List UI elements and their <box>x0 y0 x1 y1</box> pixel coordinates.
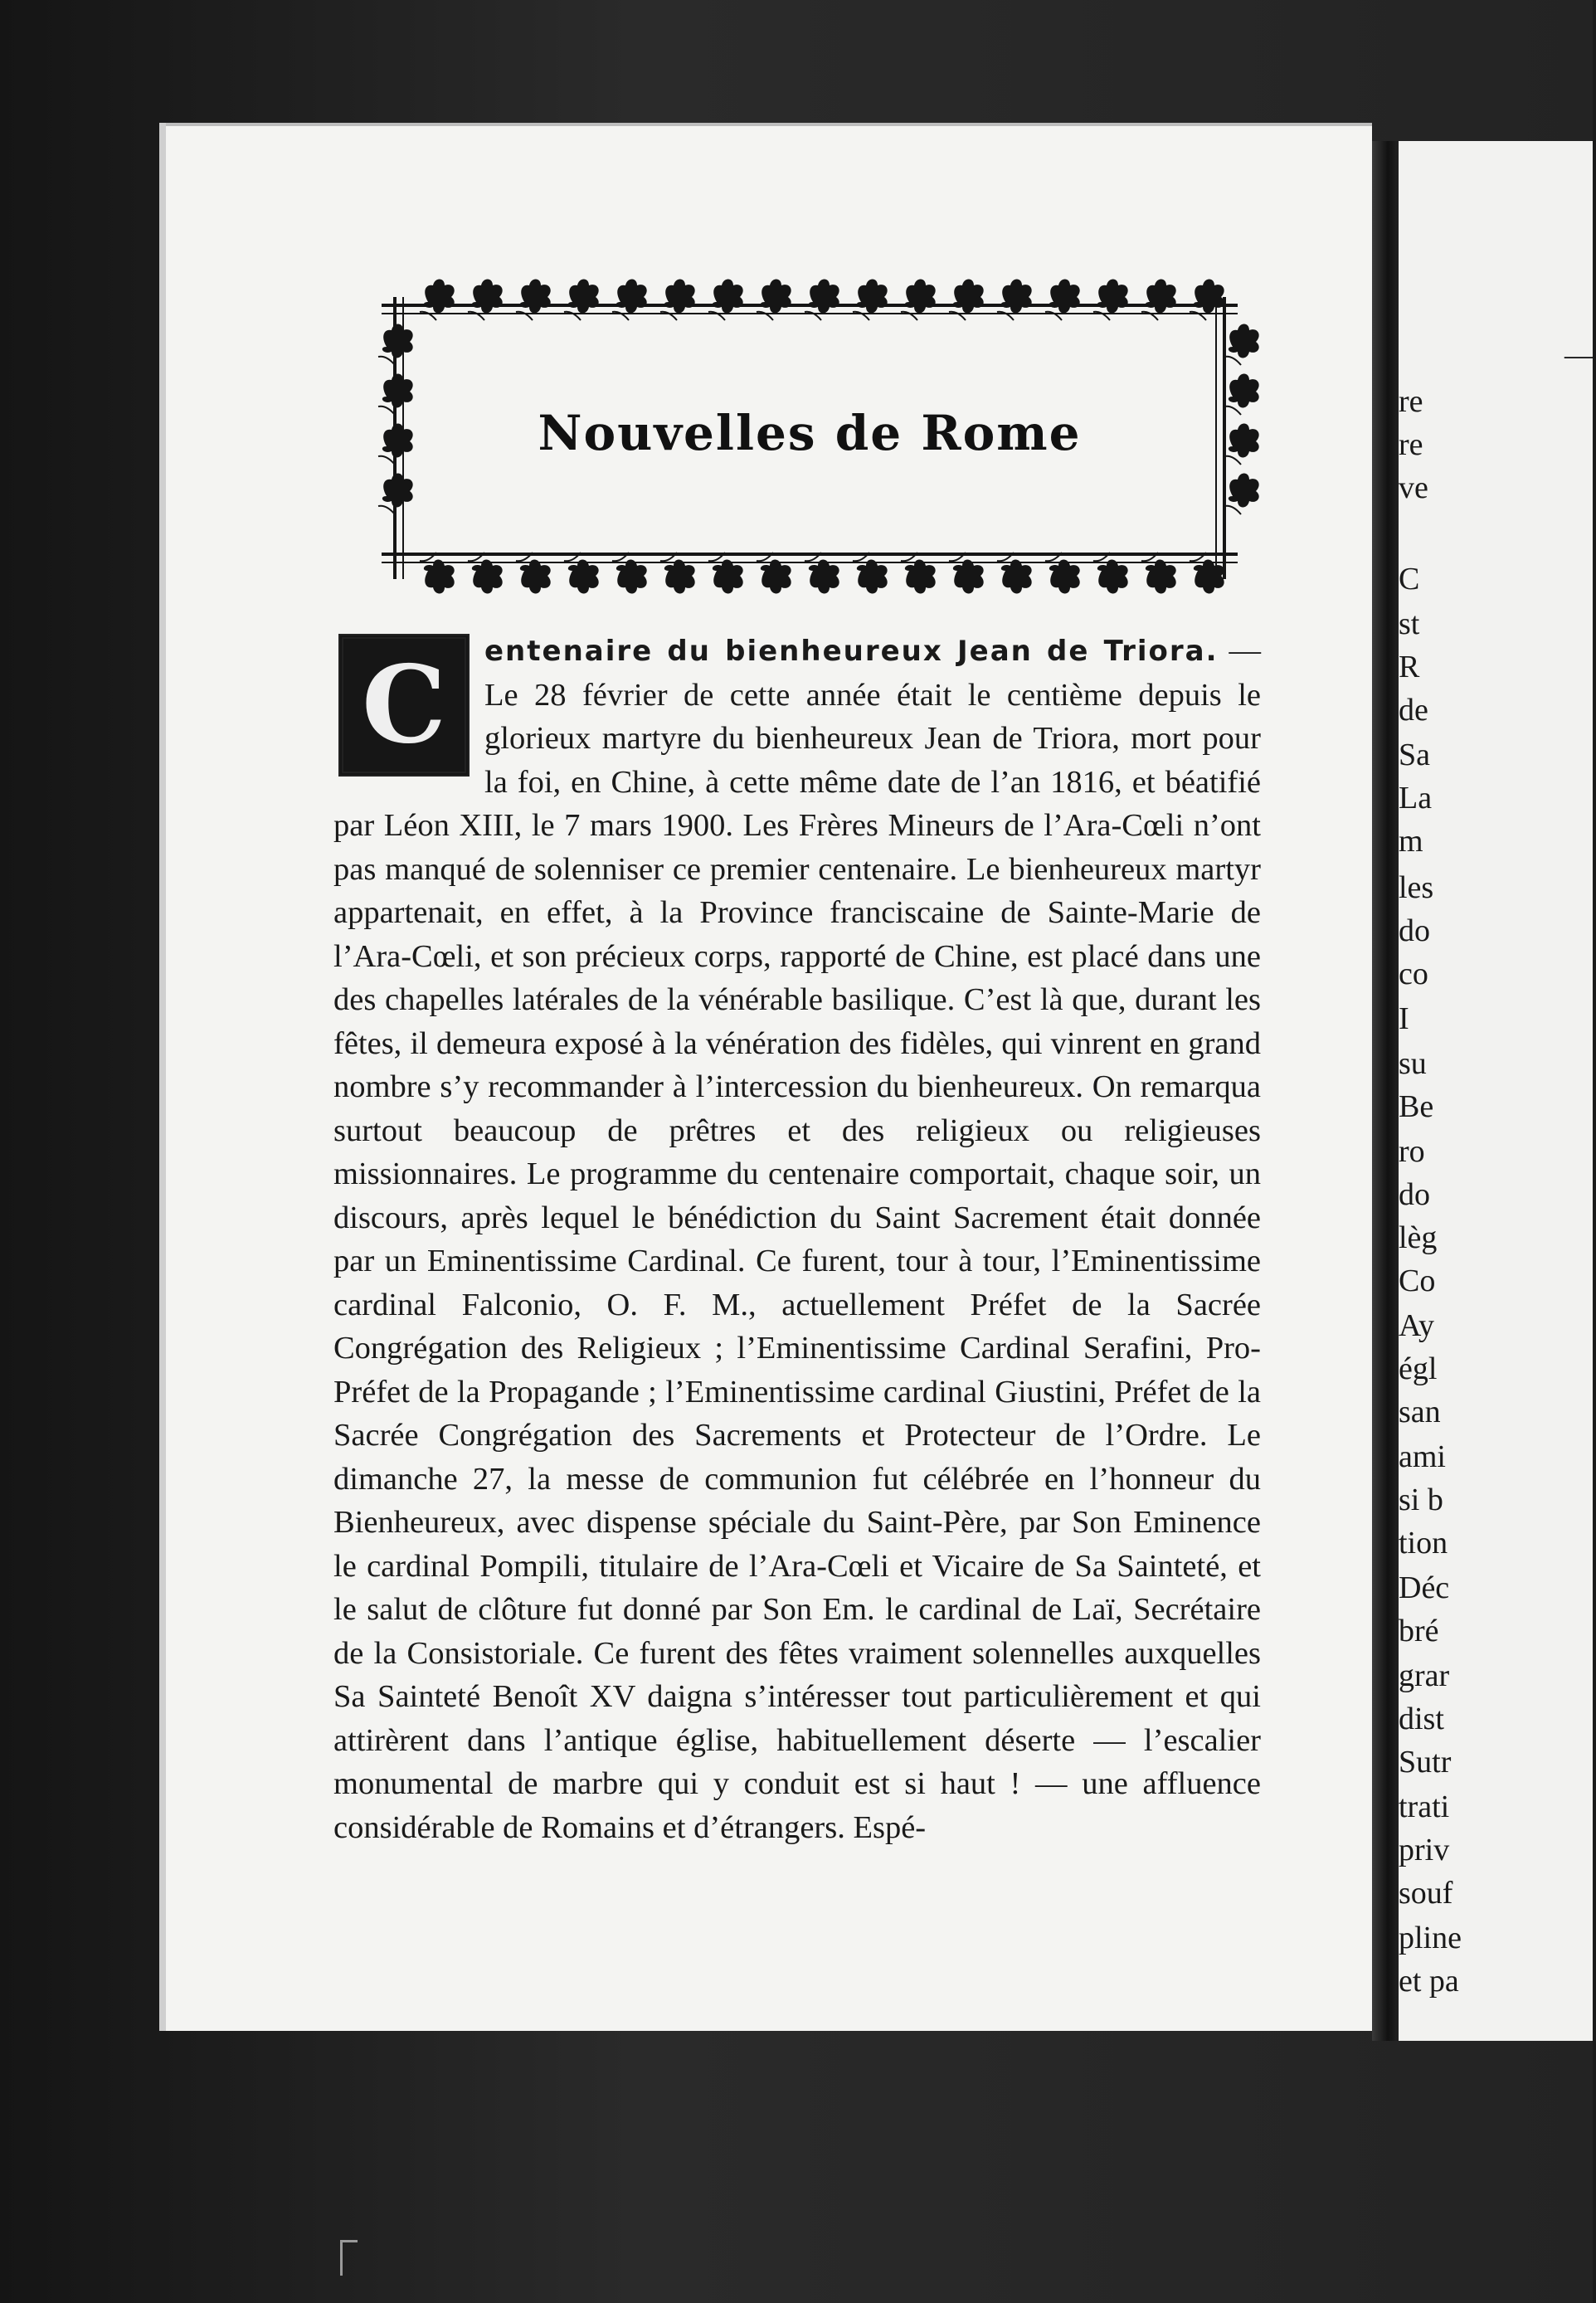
right-page-line: san <box>1399 1395 1441 1429</box>
right-page-line: de <box>1399 693 1428 728</box>
right-page-line: La <box>1399 781 1433 816</box>
right-page-line: R <box>1399 650 1420 684</box>
drop-cap <box>338 634 470 777</box>
leaf-icon <box>612 553 647 594</box>
right-page <box>1399 141 1596 2041</box>
right-page-line: ve <box>1399 470 1428 505</box>
leaf-icon <box>1190 553 1224 594</box>
right-page-line: Sutr <box>1399 1745 1452 1780</box>
right-page-line: si b <box>1399 1483 1443 1517</box>
leaf-icon <box>757 553 791 594</box>
right-page-line: tion <box>1399 1526 1448 1560</box>
right-page-line: — <box>1564 338 1596 372</box>
right-page-line: trati <box>1399 1789 1450 1824</box>
leaf-icon <box>660 553 695 594</box>
right-page-line: pline <box>1399 1921 1462 1955</box>
right-page-line: Ay <box>1399 1308 1434 1343</box>
leaf-icon <box>516 553 551 594</box>
leaf-icon <box>420 553 455 594</box>
right-page-line: égl <box>1399 1351 1438 1386</box>
right-page-line: dist <box>1399 1702 1444 1736</box>
ornamental-frame <box>362 280 1258 596</box>
right-page-line: co <box>1399 957 1428 991</box>
leaf-icon <box>1093 553 1128 594</box>
article-body <box>333 629 1261 1849</box>
right-page-line: priv <box>1399 1833 1450 1867</box>
leaf-icon <box>1141 553 1176 594</box>
right-page-line: grar <box>1399 1658 1450 1693</box>
right-page-line: C <box>1399 562 1420 596</box>
article-paragraph <box>333 629 1261 1849</box>
section-title: Nouvelles de Rome <box>538 405 1082 461</box>
right-page-line: les <box>1399 870 1434 905</box>
right-page-line: et pa <box>1399 1964 1459 1999</box>
leaf-icon <box>901 553 936 594</box>
leaf-icon <box>1224 474 1259 515</box>
leaf-icon <box>1045 553 1080 594</box>
leaf-icon <box>949 553 984 594</box>
right-page-line: bré <box>1399 1614 1439 1648</box>
leaf-icon <box>1224 324 1259 366</box>
drop-cap-letter: C <box>362 643 446 767</box>
leaf-icon <box>805 553 839 594</box>
right-page-line: re <box>1399 427 1423 462</box>
right-page-line: souf <box>1399 1876 1453 1911</box>
right-page-line: do <box>1399 913 1430 948</box>
right-page-line: su <box>1399 1046 1427 1081</box>
right-page-line: I <box>1399 1001 1409 1036</box>
leaf-icon <box>997 553 1032 594</box>
right-page-line: st <box>1399 606 1420 641</box>
right-page-line: lèg <box>1399 1220 1438 1255</box>
leaf-icon <box>564 553 599 594</box>
right-page-line: m <box>1399 824 1423 859</box>
right-page-line: Sa <box>1399 738 1430 772</box>
right-page-line: Co <box>1399 1263 1436 1298</box>
right-page-line: Déc <box>1399 1570 1450 1605</box>
right-page-line: re <box>1399 384 1423 419</box>
leaf-icon <box>708 553 743 594</box>
article-text: — Le 28 février de cette année était le centième depuis le glorieux martyre du bienheureux Jean de Triora, mort pour la foi, en Chine, à cette même date de l’an 1816, et béatifié par Léon XIII, le 7 mars 1900. Les Frères Mineurs de l’Ara-Cœli n’ont pas manqué de solenniser ce premier centenaire. Le bienheureux martyr appartenait, en effet, à la Province franciscaine de Sainte-Marie de l’Ara-Cœli, et son précieux corps, rapporté de Chine, est placé dans une des chapelles latérales de la vénérable basilique. C’est là que, durant les fêtes, il demeura exposé à la vénération des fidèles, qui vinrent en grand nombre s’y recommander à l’intercession du bienheureux. On remarqua surtout beaucoup de prêtres et des religieux ou religieuses missionnaires. Le programme du centenaire comportait, chaque soir, un discours, après lequel le bénédiction du Saint Sacrement était donnée par un Eminentissime Cardinal. Ce furent, tour à tour, l’Eminentissime cardinal Falconio, O. F. M., actuellement Préfet de la Sacrée Congrégation des Religieux ; l’Eminentissime Cardinal Serafini, Pro-Préfet de la Propagande ; l’Eminentissime cardinal Giustini, Préfet de la Sacrée Congrégation des Sacrements et Protecteur de l’Ordre. Le dimanche 27, la messe de communion fut célébrée en l’honneur du Bienheureux, avec dispense spéciale du Saint-Père, par Son Eminence le cardinal Pompili, titulaire de l’Ara-Cœli et Vicaire de Sa Sainteté, et le salut de clôture fut donné par Son Em. le cardinal de Laï, Secrétaire de la Consistoriale. Ce furent des fêtes vraiment solennelles auxquelles Sa Sainteté Benoît XV daigna s’intéresser tout particulièrement et qui attirèrent dans l’antique église, habituellement déserte — l’escalier monumental de marbre qui y conduit est si haut ! — une affluence considérable de Romains et d’étrangers. Espé- <box>333 633 1261 1845</box>
scan-edge-mark <box>340 2240 358 2276</box>
article-heading: entenaire du bienheureux Jean de Triora. <box>484 635 1219 668</box>
right-page-line: ami <box>1399 1439 1446 1474</box>
right-page-line: do <box>1399 1177 1430 1212</box>
book-gutter <box>1372 141 1399 2041</box>
leaf-icon <box>853 553 888 594</box>
right-page-line: Be <box>1399 1089 1434 1124</box>
right-page-line: ro <box>1399 1134 1425 1169</box>
leaf-icon <box>468 553 503 594</box>
